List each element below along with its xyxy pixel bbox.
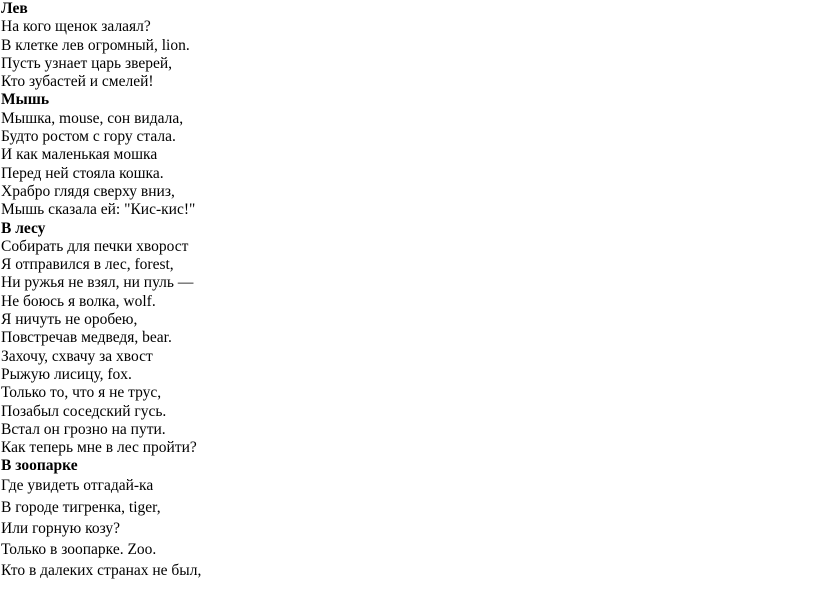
poem-line: Рыжую лисицу, fox.: [1, 365, 132, 383]
poem-title-zoo: В зоопарке: [1, 457, 78, 475]
poem-line: В клетке лев огромный, lion.: [1, 36, 190, 54]
poem-line: Будто ростом с гору стала.: [1, 128, 176, 146]
poem-title-forest: В лесу: [1, 219, 46, 237]
poem-lion: [1, 0, 801, 91]
poem-forest: [1, 220, 801, 458]
poem-line: Пусть узнает царь зверей,: [1, 54, 173, 72]
poem-line: И как маленькая мошка: [1, 146, 158, 164]
poem-line: Позабыл соседский гусь.: [1, 402, 167, 420]
poem-title-lion: Лев: [1, 0, 28, 17]
poem-line: Захочу, схвачу за хвост: [1, 347, 153, 365]
poem-title-mouse: Мышь: [1, 91, 50, 109]
poem-line: Где увидеть отгадай-ка: [1, 477, 154, 495]
poem-line: Повстречав медведя, bear.: [1, 329, 172, 347]
poem-line: Только то, что я не трус,: [1, 384, 162, 402]
poem-line: Только в зоопарке. Zoo.: [1, 541, 157, 559]
poem-mouse: [1, 91, 801, 219]
document-page: [1, 0, 801, 581]
poem-line: Собирать для печки хворост: [1, 237, 189, 255]
poem-line: Я отправился в лес, forest,: [1, 256, 174, 274]
poem-line: Мышь сказала ей: "Кис-кис!": [1, 201, 196, 219]
poem-line: Не боюсь я волка, wolf.: [1, 292, 156, 310]
poem-line: Я ничуть не оробею,: [1, 311, 138, 329]
poem-line: Храбро глядя сверху вниз,: [1, 182, 175, 200]
poem-line: Мышка, mouse, сон видала,: [1, 109, 184, 127]
poem-line: На кого щенок залаял?: [1, 18, 151, 36]
poem-line: Встал он грозно на пути.: [1, 420, 166, 438]
poem-line: Или горную козу?: [1, 519, 120, 537]
poem-zoo: [1, 457, 801, 581]
poem-line: Кто в далеких странах не был,: [1, 562, 202, 580]
poem-line: В городе тигренка, tiger,: [1, 498, 161, 516]
poem-line: Как теперь мне в лес пройти?: [1, 439, 197, 457]
poem-line: Ни ружья не взял, ни пуль —: [1, 274, 194, 292]
poem-line: Кто зубастей и смелей!: [1, 73, 154, 91]
poem-line: Перед ней стояла кошка.: [1, 164, 164, 182]
